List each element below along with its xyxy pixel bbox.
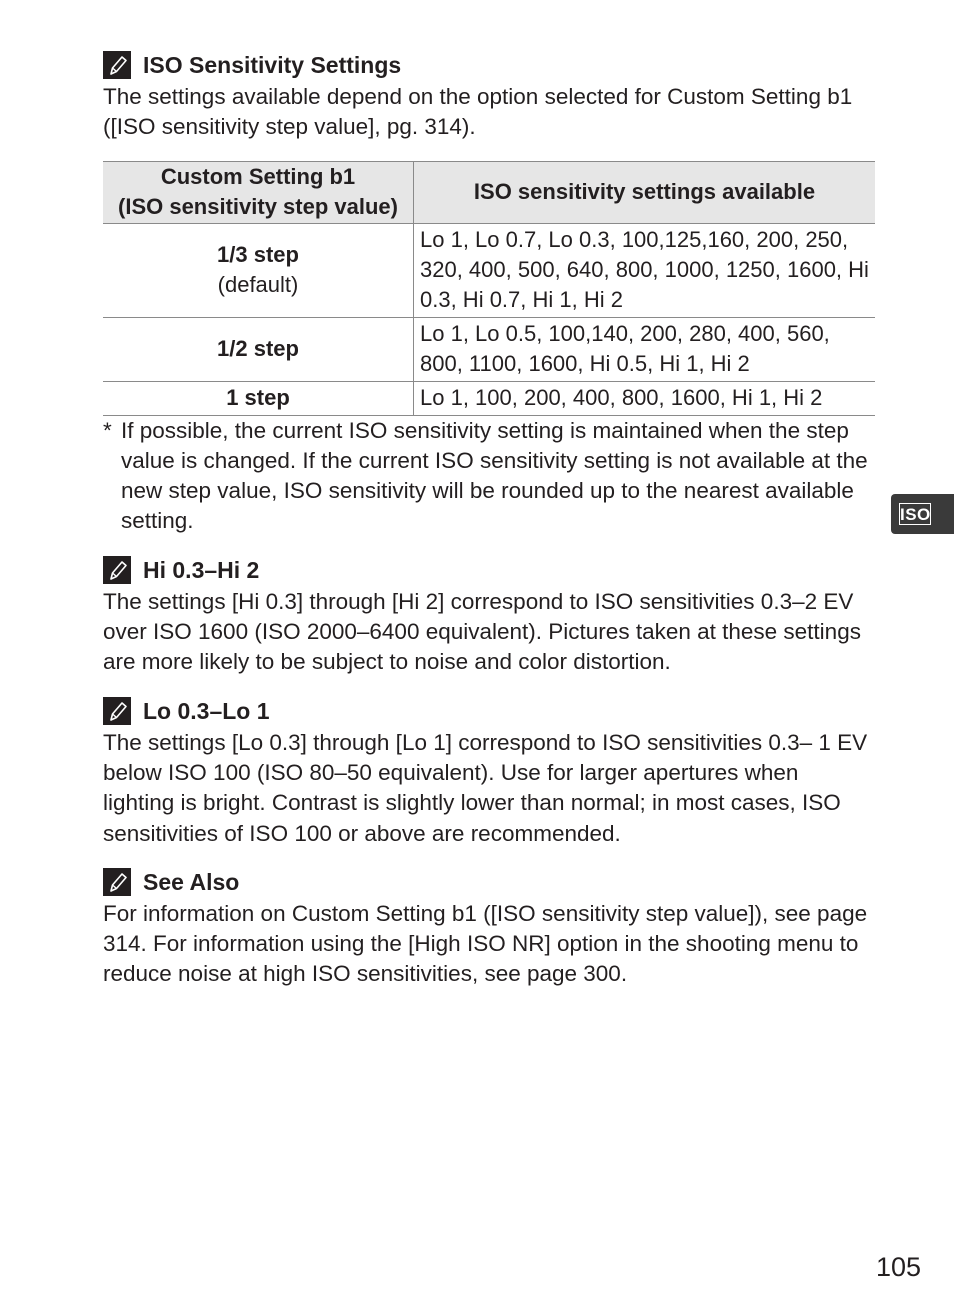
- step-cell: [103, 317, 414, 381]
- header-line-1: Custom Setting b1: [160, 164, 356, 190]
- values-cell: Lo 1, 100, 200, 400, 800, 1600, Hi 1, Hi 2: [414, 381, 876, 415]
- section-title: Lo 0.3–Lo 1: [143, 697, 270, 724]
- pencil-note-icon: [103, 556, 131, 584]
- table-header-settings-available: ISO sensitivity settings available: [414, 161, 876, 223]
- table-row: [103, 317, 875, 381]
- page-number: 105: [876, 1252, 922, 1282]
- table-row: [103, 223, 875, 317]
- note-heading: [103, 696, 875, 726]
- section-title: ISO Sensitivity Settings: [143, 52, 402, 78]
- pencil-note-icon: [103, 51, 131, 79]
- table-header-step-value: [103, 161, 414, 223]
- iso-chapter-tab: [891, 494, 954, 534]
- section-hi: [103, 555, 875, 678]
- section-body: The settings [Lo 0.3] through [Lo 1] correspond to ISO sensitivities 0.3– 1 EV below ISO 100 (ISO 80–50 equivalent). Use for larger apertures when lighting is bright. Contrast is slightly lower than normal; in most cases, ISO sensitivities of ISO 100 or above are recommended.: [103, 729, 868, 846]
- footnote-mark: *: [103, 417, 112, 443]
- iso-tab-label: ISO: [900, 505, 931, 524]
- section-see-also: [103, 867, 875, 990]
- section-body: For information on Custom Setting b1 ([ISO sensitivity step value]), see page 314. For information using the [High ISO NR] option in the shooting menu to reduce noise at high ISO sensitivities, see page 300.: [103, 900, 868, 987]
- step-default-label: (default): [217, 272, 299, 298]
- note-heading: [103, 867, 875, 897]
- section-body: The settings available depend on the option selected for Custom Setting b1 ([ISO sensitivity step value], pg. 314).: [103, 84, 853, 140]
- section-body: The settings [Hi 0.3] through [Hi 2] correspond to ISO sensitivities 0.3–2 EV over ISO 1600 (ISO 2000–6400 equivalent). Pictures taken at these settings are more likely to be subject to noise and color distortion.: [103, 588, 861, 675]
- table-header-row: [103, 161, 875, 223]
- note-heading: [103, 50, 875, 80]
- footnote-text: If possible, the current ISO sensitivity setting is maintained when the step value is changed. If the current ISO sensitivity setting is not available at the new step value, ISO sensitivity will be rounded up to the nearest available setting.: [121, 417, 868, 534]
- step-label: 1/2 step: [217, 336, 299, 362]
- step-cell: [103, 381, 414, 415]
- table-row: [103, 381, 875, 415]
- values-cell: Lo 1, Lo 0.5, 100,140, 200, 280, 400, 560, 800, 1100, 1600, Hi 0.5, Hi 1, Hi 2: [414, 317, 876, 381]
- page-content: [103, 50, 875, 990]
- section-title: Hi 0.3–Hi 2: [143, 556, 260, 583]
- pencil-note-icon: [103, 697, 131, 725]
- table-footnote: [103, 416, 875, 537]
- section-iso-sensitivity-settings: [103, 50, 875, 537]
- pencil-note-icon: [103, 868, 131, 896]
- section-lo: [103, 696, 875, 849]
- values-cell: Lo 1, Lo 0.7, Lo 0.3, 100,125,160, 200, 250, 320, 400, 500, 640, 800, 1000, 1250, 1600, Hi 0.3, Hi 0.7, Hi 1, Hi 2: [414, 223, 876, 317]
- step-cell: [103, 223, 414, 317]
- note-heading: [103, 555, 875, 585]
- header-line-2: (ISO sensitivity step value): [118, 194, 398, 220]
- step-label: 1 step: [226, 385, 290, 411]
- step-label: 1/3 step: [217, 242, 299, 268]
- iso-settings-table: [103, 161, 875, 416]
- section-title: See Also: [143, 868, 240, 895]
